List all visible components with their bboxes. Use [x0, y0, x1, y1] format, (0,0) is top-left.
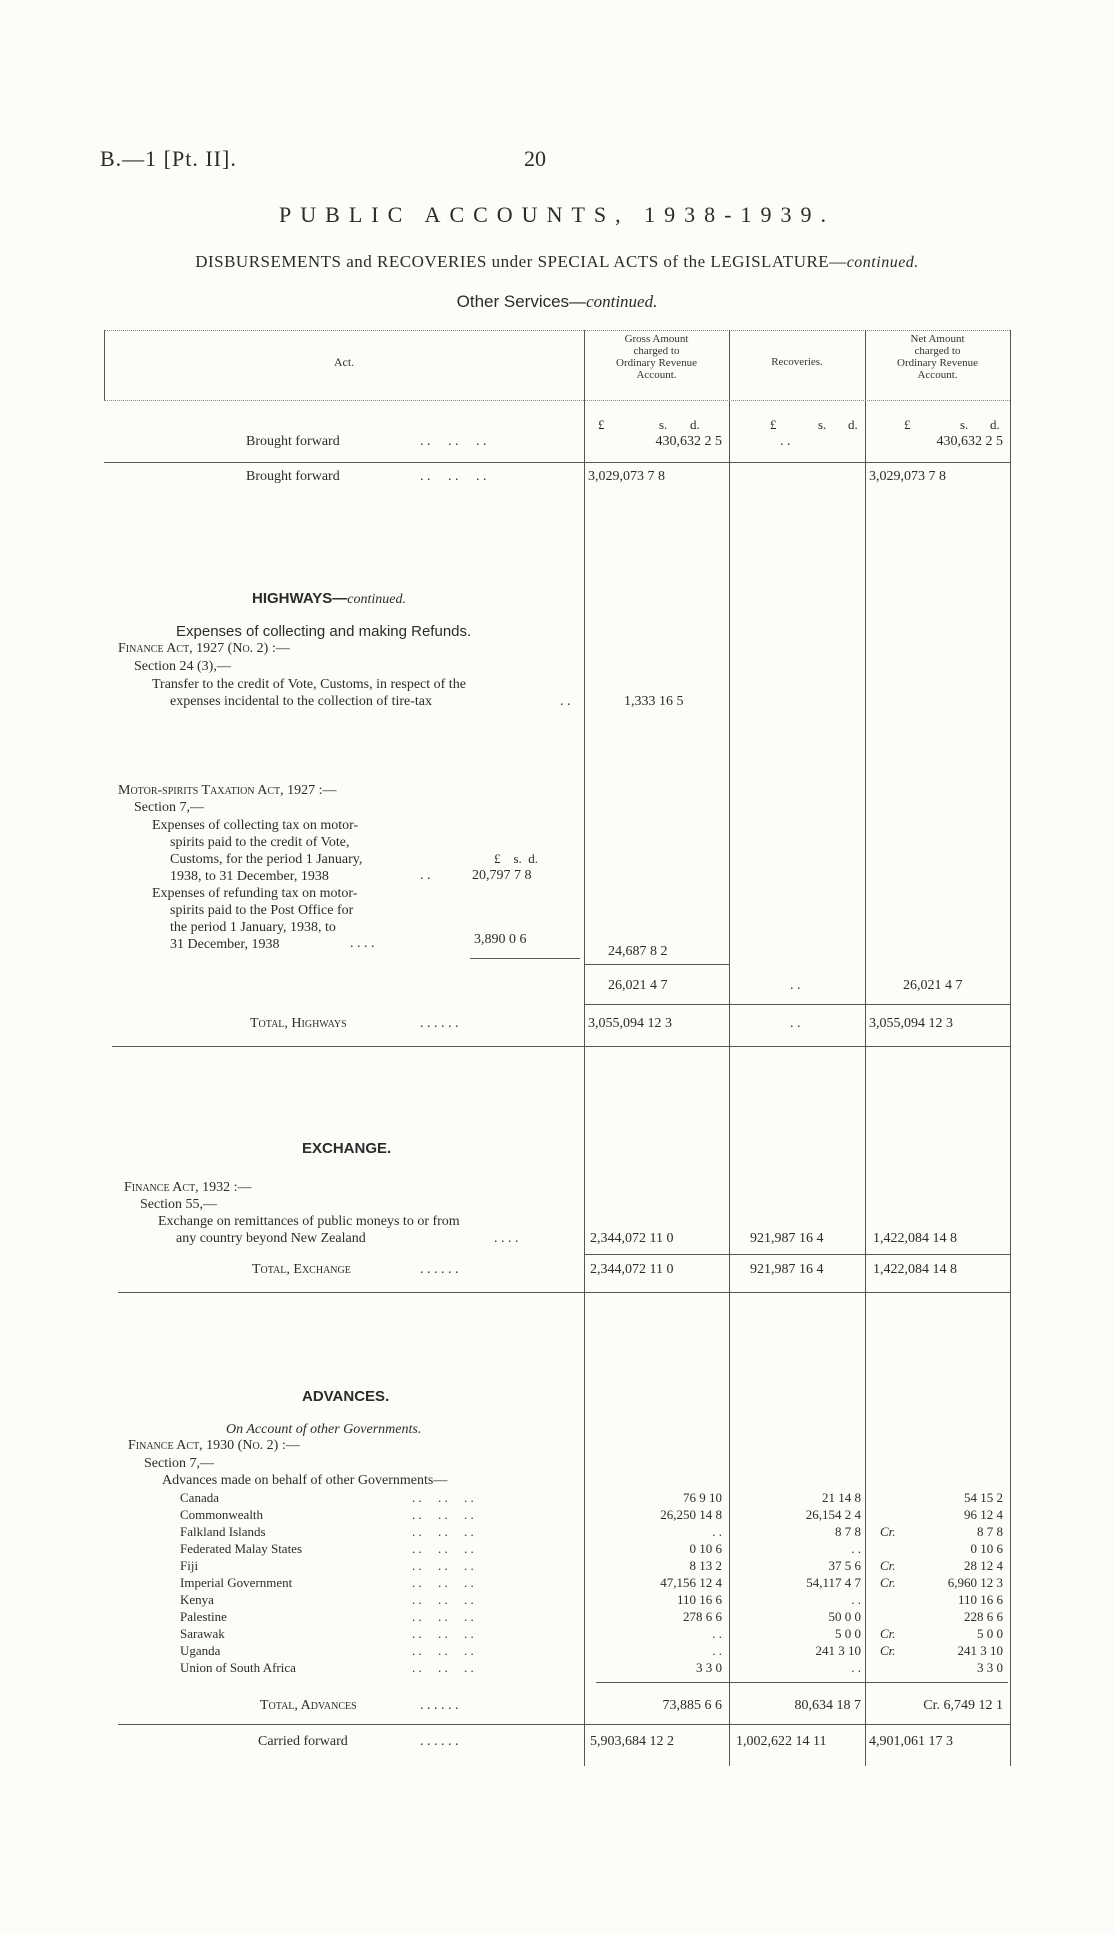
report-reference: B.—1 [Pt. II]. [100, 146, 237, 171]
advance-gross: 110 16 6 [676, 1592, 722, 1607]
advance-credit-marker: Cr. [880, 1524, 896, 1539]
advance-net: 110 16 6 [957, 1592, 1003, 1607]
advance-gross: 278 6 6 [683, 1609, 722, 1624]
advance-credit-marker: Cr. [880, 1558, 896, 1573]
advance-net: 228 6 6 [964, 1609, 1003, 1624]
advances-total-net: Cr. 6,749 12 1 [923, 1698, 1003, 1713]
advances-total-label: Total, Advances [260, 1698, 357, 1713]
leader-dots: . . [420, 868, 431, 883]
unit-pound: £ [770, 417, 777, 432]
advance-gross: 47,156 12 4 [660, 1575, 722, 1590]
exp2-text [152, 885, 357, 953]
leader-dots: . . . . . . [420, 1734, 459, 1749]
advance-country: Uganda [180, 1643, 221, 1658]
section-text: Other Services— [456, 292, 587, 311]
advance-net: 3 3 0 [977, 1660, 1003, 1675]
col-header-net [865, 333, 1010, 381]
brought-forward-net: 430,632 2 5 [936, 434, 1003, 449]
brought-forward-net: 3,029,073 7 8 [869, 469, 946, 484]
unit-shilling: s. [818, 417, 827, 432]
leader-dots: . . . . . . [412, 1541, 474, 1556]
gross-line-4: Account. [636, 369, 677, 381]
exp2-line: the period 1 January, 1938, to [170, 920, 336, 935]
highways-total-rule [584, 1004, 1010, 1005]
col-header-gross [584, 333, 729, 381]
advance-net: 96 12 4 [964, 1507, 1003, 1522]
leader-dots: . . . . . . [412, 1524, 474, 1539]
exchange-total-label: Total, Exchange [252, 1262, 351, 1277]
section-continued: continued. [586, 292, 658, 311]
advance-net: 241 3 10 [957, 1643, 1003, 1658]
leader-dots: . . . . . . [412, 1558, 474, 1573]
section-label: Section 55,— [140, 1197, 217, 1212]
leader-dots: . . . . . . [420, 1262, 459, 1277]
exchange-line-1: Exchange on remittances of public moneys to or from [158, 1214, 460, 1229]
net-line-4: Account. [917, 369, 958, 381]
highways-total-recoveries: . . [790, 1016, 801, 1031]
exp2-line: spirits paid to the Post Office for [170, 903, 354, 918]
leader-dots: . . . . [494, 1231, 519, 1246]
leader-dots: . . . . . . [412, 1609, 474, 1624]
header-bottom-rule [104, 400, 1010, 401]
advance-country: Palestine [180, 1609, 227, 1624]
transfer-line-1: Transfer to the credit of Vote, Customs, in respect of the [152, 677, 466, 692]
carried-forward-net: 4,901,061 17 3 [869, 1734, 953, 1749]
leader-dots: . . . . . . [420, 469, 487, 484]
subtitle-text: DISBURSEMENTS and RECOVERIES under SPECIAL ACTS of the LEGISLATURE— [195, 252, 847, 271]
advance-recoveries: 50 0 0 [828, 1609, 861, 1624]
advance-gross: . . [712, 1643, 722, 1658]
unit-pound: £ [904, 417, 911, 432]
leader-dots: . . . . . . [412, 1507, 474, 1522]
advance-country: Fiji [180, 1558, 199, 1573]
highways-subtotal-net: 26,021 4 7 [903, 978, 963, 993]
section-label: Section 7,— [144, 1456, 214, 1471]
advance-net: 28 12 4 [964, 1558, 1003, 1573]
brought-forward-gross: 430,632 2 5 [655, 434, 722, 449]
advance-credit-marker: Cr. [880, 1575, 896, 1590]
advance-country: Falkland Islands [180, 1524, 266, 1539]
gross-line-1: Gross Amount [624, 333, 689, 345]
subtitle-continued: continued. [846, 254, 919, 271]
advances-end-rule [118, 1724, 1010, 1725]
highways-subtotal-recoveries: . . [790, 978, 801, 993]
leader-dots: . . . . . . [412, 1490, 474, 1505]
advance-credit-marker: Cr. [880, 1626, 896, 1641]
advance-gross: 0 10 6 [689, 1541, 722, 1556]
section-heading [0, 292, 1114, 312]
advance-recoveries: 26,154 2 4 [805, 1507, 861, 1522]
exp1-amount: 20,797 7 8 [472, 868, 532, 883]
carried-forward-recoveries: 1,002,622 14 11 [736, 1734, 827, 1749]
highways-end-rule [112, 1046, 1010, 1047]
gross-line-2: charged to [633, 345, 680, 357]
advance-country: Canada [180, 1490, 219, 1505]
leader-dots: . . . . . . [412, 1643, 474, 1658]
exchange-heading: EXCHANGE. [302, 1140, 392, 1157]
exp2-line: Expenses of refunding tax on motor- [152, 886, 358, 901]
inner-sum-rule [470, 958, 580, 959]
finance-act-1932: Finance Act, 1932 :— [124, 1180, 252, 1195]
brought-forward-rule [104, 462, 1010, 463]
advance-gross: 8 13 2 [689, 1558, 722, 1573]
transfer-amount: 1,333 16 5 [624, 694, 684, 709]
exchange-total-gross: 2,344,072 11 0 [590, 1262, 674, 1277]
advances-total-recoveries: 80,634 18 7 [794, 1698, 861, 1713]
leader-dots: . . . . . . [420, 434, 487, 449]
advances-heading: ADVANCES. [302, 1388, 390, 1405]
advance-recoveries: . . [851, 1592, 861, 1607]
exp1-line: Expenses of collecting tax on motor- [152, 818, 359, 833]
advance-recoveries: . . [851, 1541, 861, 1556]
advance-gross: 3 3 0 [696, 1660, 722, 1675]
leader-dots: . . . . . . [420, 1698, 459, 1713]
advance-country: Federated Malay States [180, 1541, 303, 1556]
highways-subheading: Expenses of collecting and making Refunds. [176, 623, 472, 640]
brought-forward-gross: 3,029,073 7 8 [588, 469, 665, 484]
net-line-1: Net Amount [910, 333, 965, 345]
section-label: Section 7,— [134, 800, 204, 815]
leader-dots: . . . . . . [412, 1592, 474, 1607]
leader-dots: . . . . . . [412, 1660, 474, 1675]
highways-heading [252, 590, 406, 608]
section-label: Section 24 (3),— [134, 659, 231, 674]
net-line-3: Ordinary Revenue [897, 357, 978, 369]
brought-forward-recoveries: . . [780, 434, 791, 449]
exchange-net: 1,422,084 14 8 [873, 1231, 957, 1246]
advance-recoveries: 37 5 6 [828, 1558, 861, 1573]
finance-act-1930: Finance Act, 1930 (No. 2) :— [128, 1438, 300, 1453]
page-number: 20 [524, 146, 546, 171]
exp1-text [152, 817, 362, 885]
exp1-line: Customs, for the period 1 January, [170, 852, 363, 867]
leader-dots: . . . . . . [412, 1575, 474, 1590]
advances-total-rule [596, 1682, 1008, 1683]
highways-total-gross: 3,055,094 12 3 [588, 1016, 672, 1031]
advances-intro: Advances made on behalf of other Governments— [162, 1473, 448, 1488]
advance-gross: . . [712, 1626, 722, 1641]
unit-pence: d. [990, 417, 1000, 432]
leader-dots: . . . . [350, 936, 375, 951]
advance-credit-marker: Cr. [880, 1643, 896, 1658]
inner-units: £ s. d. [494, 851, 539, 866]
exp1-line: spirits paid to the credit of Vote, [170, 835, 350, 850]
motor-spirits-total: 24,687 8 2 [608, 944, 668, 959]
frame-right [1010, 330, 1011, 1766]
advance-net: 5 0 0 [977, 1626, 1003, 1641]
exchange-gross: 2,344,072 11 0 [590, 1231, 674, 1246]
gross-sum-rule [584, 964, 729, 965]
advance-country: Imperial Government [180, 1575, 293, 1590]
finance-act-1927: Finance Act, 1927 (No. 2) :— [118, 641, 290, 656]
advance-recoveries: 5 0 0 [835, 1626, 861, 1641]
gross-line-3: Ordinary Revenue [616, 357, 697, 369]
unit-shilling: s. [659, 417, 668, 432]
advance-net: 8 7 8 [977, 1524, 1003, 1539]
exchange-recoveries: 921,987 16 4 [750, 1231, 824, 1246]
exchange-total-recoveries: 921,987 16 4 [750, 1262, 824, 1277]
advances-total-gross: 73,885 6 6 [662, 1698, 722, 1713]
transfer-line-2: expenses incidental to the collection of tire-tax [170, 694, 433, 709]
exp1-line: 1938, to 31 December, 1938 [170, 869, 329, 884]
advance-net: 54 15 2 [964, 1490, 1003, 1505]
leader-dots: . . [560, 694, 571, 709]
col-header-act: Act. [333, 355, 355, 369]
advances-subheading: On Account of other Governments. [226, 1422, 422, 1437]
highways-subtotal-gross: 26,021 4 7 [608, 978, 668, 993]
page-title: PUBLIC ACCOUNTS, 1938-1939. [279, 202, 835, 227]
advance-country: Union of South Africa [180, 1660, 296, 1675]
col-header-recoveries: Recoveries. [771, 356, 823, 368]
advance-recoveries: 54,117 4 7 [806, 1575, 861, 1590]
advance-gross: 26,250 14 8 [660, 1507, 722, 1522]
exchange-end-rule [118, 1292, 1010, 1293]
leader-dots: . . . . . . [412, 1626, 474, 1641]
unit-pence: d. [690, 417, 700, 432]
brought-forward-label: Brought forward [246, 469, 340, 484]
advance-gross: . . [712, 1524, 722, 1539]
advance-net: 0 10 6 [970, 1541, 1003, 1556]
highways-heading-continued: continued. [347, 592, 407, 607]
exp2-amount: 3,890 0 6 [474, 932, 527, 947]
advance-recoveries: 241 3 10 [815, 1643, 861, 1658]
carried-forward-label: Carried forward [258, 1734, 348, 1749]
exp2-line: 31 December, 1938 [170, 937, 280, 952]
advance-net: 6,960 12 3 [947, 1575, 1003, 1590]
advance-recoveries: 21 14 8 [822, 1490, 861, 1505]
exchange-line-2: any country beyond New Zealand [176, 1231, 366, 1246]
highways-total-label: Total, Highways [250, 1016, 347, 1031]
advance-recoveries: 8 7 8 [835, 1524, 861, 1539]
exchange-total-net: 1,422,084 14 8 [873, 1262, 957, 1277]
exchange-total-rule [584, 1254, 1010, 1255]
advance-country: Kenya [180, 1592, 214, 1607]
page-subtitle [0, 252, 1114, 272]
advance-country: Commonwealth [180, 1507, 264, 1522]
highways-total-net: 3,055,094 12 3 [869, 1016, 953, 1031]
unit-pence: d. [848, 417, 858, 432]
highways-heading-text: HIGHWAYS— [252, 590, 348, 607]
advance-recoveries: . . [851, 1660, 861, 1675]
advance-country: Sarawak [180, 1626, 225, 1641]
leader-dots: . . . . . . [420, 1016, 459, 1031]
unit-shilling: s. [960, 417, 969, 432]
net-line-2: charged to [914, 345, 961, 357]
carried-forward-gross: 5,903,684 12 2 [590, 1734, 674, 1749]
brought-forward-label: Brought forward [246, 434, 340, 449]
advance-gross: 76 9 10 [683, 1490, 722, 1505]
unit-pound: £ [598, 417, 605, 432]
motor-spirits-act: Motor-spirits Taxation Act, 1927 :— [118, 783, 337, 798]
table-top-rule [104, 330, 1010, 331]
